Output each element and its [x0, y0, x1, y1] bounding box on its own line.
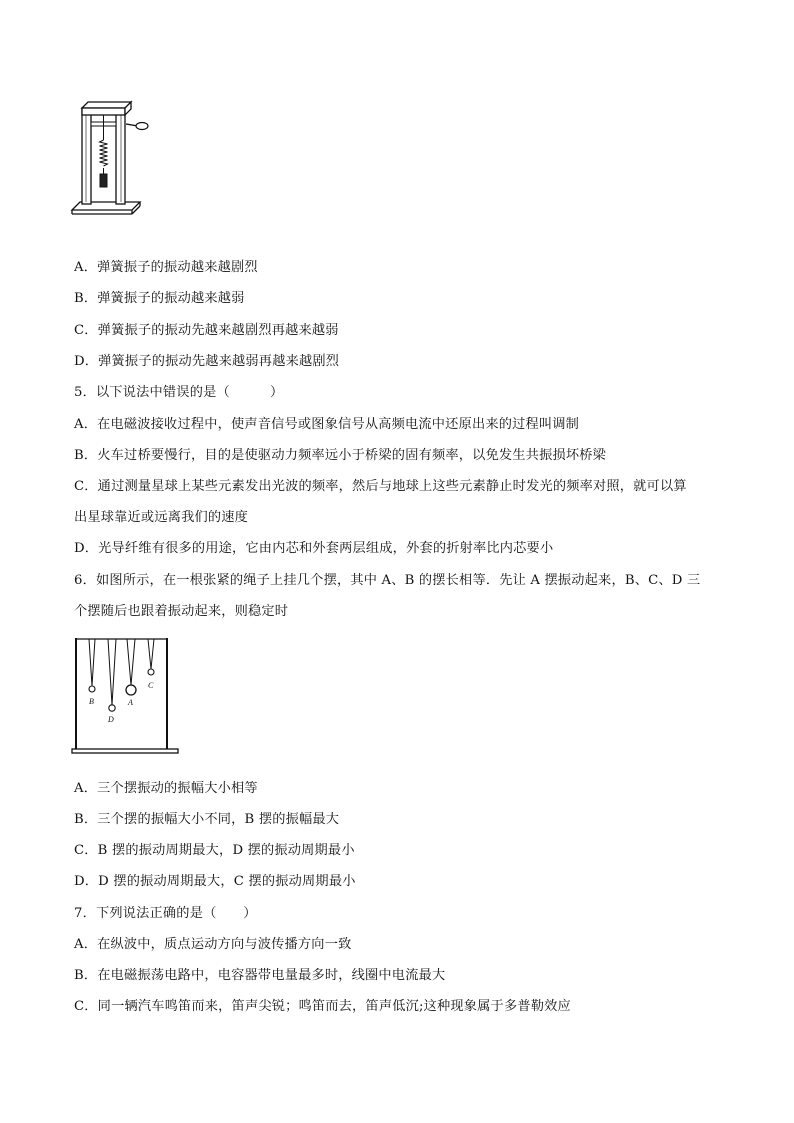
q5-option-d: D．光导纤维有很多的用途，它由内芯和外套两层组成，外套的折射率比内芯要小 [74, 541, 554, 556]
spring-oscillator-figure [70, 98, 154, 218]
q4-option-b: B．弹簧振子的振动越来越弱 [74, 291, 245, 306]
q4-option-d: D．弹簧振子的振动先越来越弱再越来越剧烈 [74, 354, 340, 369]
pendulum-label-a: A [128, 698, 133, 707]
q6-option-b: B．三个摆的振幅大小不同，B 摆的振幅最大 [74, 812, 340, 827]
q5-option-c-line2: 出星球靠近或远离我们的速度 [74, 510, 249, 525]
q6-stem-line1: 6．如图所示，在一根张紧的绳子上挂几个摆，其中 A、B 的摆长相等．先让 A 摆振动起来，B、C、D 三 [74, 573, 701, 588]
q7-option-b: B．在电磁振荡电路中，电容器带电量最多时，线圈中电流最大 [74, 968, 446, 983]
pendulum-label-c: C [148, 681, 154, 690]
q6-stem-line2: 个摆随后也跟着振动起来，则稳定时 [74, 604, 289, 619]
q6-option-d: D．D 摆的振动周期最大，C 摆的振动周期最小 [74, 874, 356, 889]
q6-option-c: C．B 摆的振动周期最大，D 摆的振动周期最小 [74, 843, 355, 858]
q4-option-a: A．弹簧振子的振动越来越剧烈 [74, 260, 258, 275]
pendulum-figure [70, 634, 182, 756]
pendulum-label-b: B [89, 697, 94, 706]
pendulum-label-d: D [108, 715, 114, 724]
q7-option-a: A．在纵波中，质点运动方向与波传播方向一致 [74, 937, 352, 952]
q5-option-c-line1: C．通过测量星球上某些元素发出光波的频率，然后与地球上这些元素静止时发光的频率对照，就可以算 [74, 479, 687, 494]
q4-option-c: C．弹簧振子的振动先越来越剧烈再越来越弱 [74, 323, 339, 338]
q6-option-a: A．三个摆振动的振幅大小相等 [74, 781, 258, 796]
q5-option-b: B．火车过桥要慢行，目的是使驱动力频率远小于桥梁的固有频率，以免发生共振损坏桥梁 [74, 448, 606, 463]
q5-stem: 5．以下说法中错误的是（ ） [74, 385, 284, 400]
q7-option-c: C．同一辆汽车鸣笛而来，笛声尖锐；鸣笛而去，笛声低沉;这种现象属于多普勒效应 [74, 999, 571, 1014]
q7-stem: 7．下列说法正确的是（ ） [74, 906, 257, 921]
q5-option-a: A．在电磁波接收过程中，使声音信号或图象信号从高频电流中还原出来的过程叫调制 [74, 417, 580, 432]
